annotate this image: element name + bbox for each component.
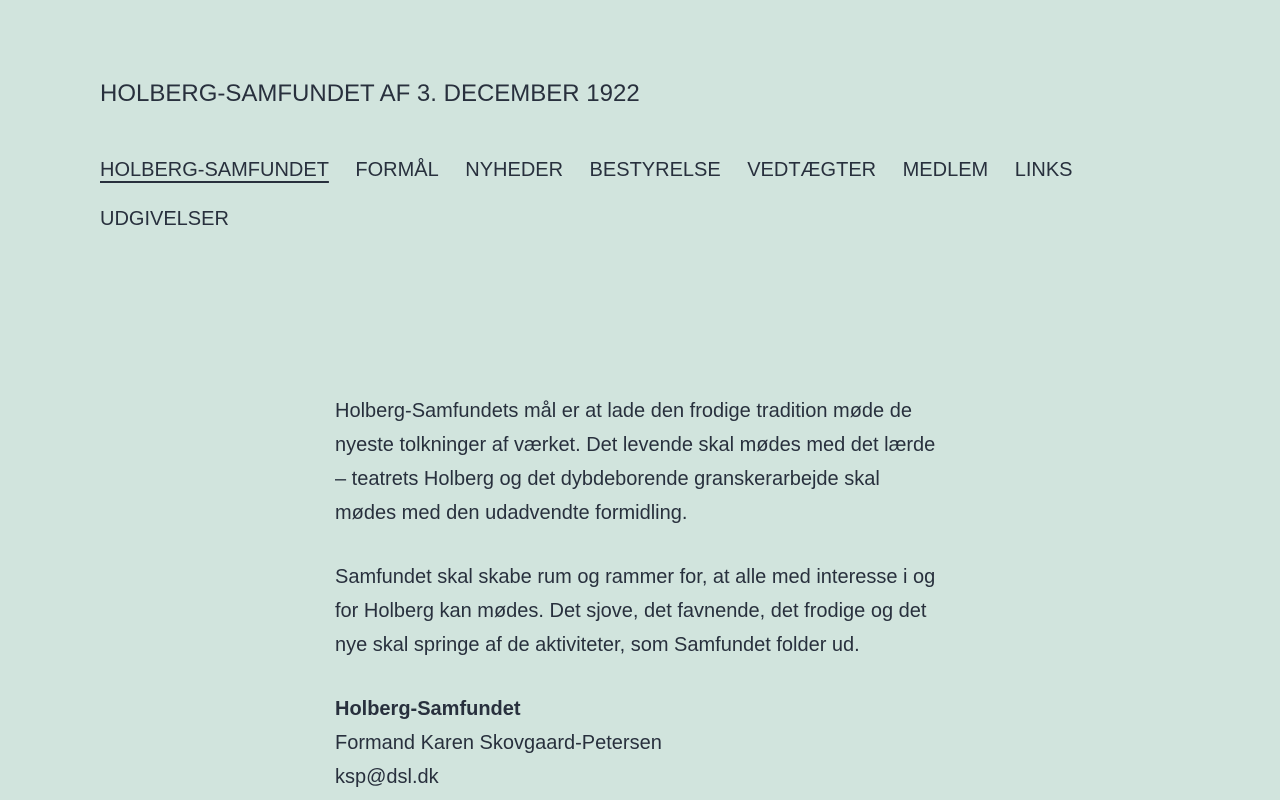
site-title[interactable]: HOLBERG-SAMFUNDET AF 3. DECEMBER 1922 bbox=[100, 80, 640, 107]
nav-item-udgivelser bbox=[100, 198, 229, 247]
nav-link-udgivelser[interactable]: UDGIVELSER bbox=[100, 208, 229, 230]
nav-link-bestyrelse[interactable]: BESTYRELSE bbox=[589, 159, 721, 181]
purpose-paragraph: Samfundet skal skabe rum og rammer for, at alle med interesse i og for Holberg kan mødes. Det sjove, det favnende, det frodige og det nye skal springe af de aktiviteter, som Samfundet folder ud. bbox=[335, 566, 936, 656]
nav-link-vedtaegter[interactable]: VEDTÆGTER bbox=[747, 159, 877, 181]
primary-navigation bbox=[100, 149, 1100, 247]
nav-item-nyheder bbox=[465, 149, 563, 198]
nav-item-medlem bbox=[903, 149, 989, 198]
nav-item-vedtaegter bbox=[747, 149, 876, 198]
contact-chair: Formand Karen Skovgaard-Petersen bbox=[335, 732, 662, 754]
nav-link-nyheder[interactable]: NYHEDER bbox=[465, 159, 564, 181]
contact-org-name: Holberg-Samfundet bbox=[335, 698, 521, 720]
nav-link-links[interactable]: LINKS bbox=[1014, 159, 1073, 181]
contact-block bbox=[335, 692, 945, 794]
contact-email-link[interactable]: ksp@dsl.dk bbox=[335, 766, 439, 788]
intro-paragraph: Holberg-Samfundets mål er at lade den frodige tradition møde de nyeste tolkninger af værket. Det levende skal mødes med det lærde – teatrets Holberg og det dybdeborende granskerarbejde skal mødes med den udadvendte formidling. bbox=[335, 400, 936, 524]
nav-link-formaal[interactable]: FORMÅL bbox=[355, 159, 439, 181]
nav-item-formaal bbox=[355, 149, 438, 198]
nav-link-medlem[interactable]: MEDLEM bbox=[902, 159, 989, 181]
nav-item-links bbox=[1015, 149, 1073, 198]
nav-item-holberg-samfundet bbox=[100, 149, 329, 198]
nav-link-holberg-samfundet[interactable]: HOLBERG-SAMFUNDET bbox=[100, 159, 329, 181]
main-content bbox=[335, 394, 945, 794]
nav-item-bestyrelse bbox=[590, 149, 721, 198]
